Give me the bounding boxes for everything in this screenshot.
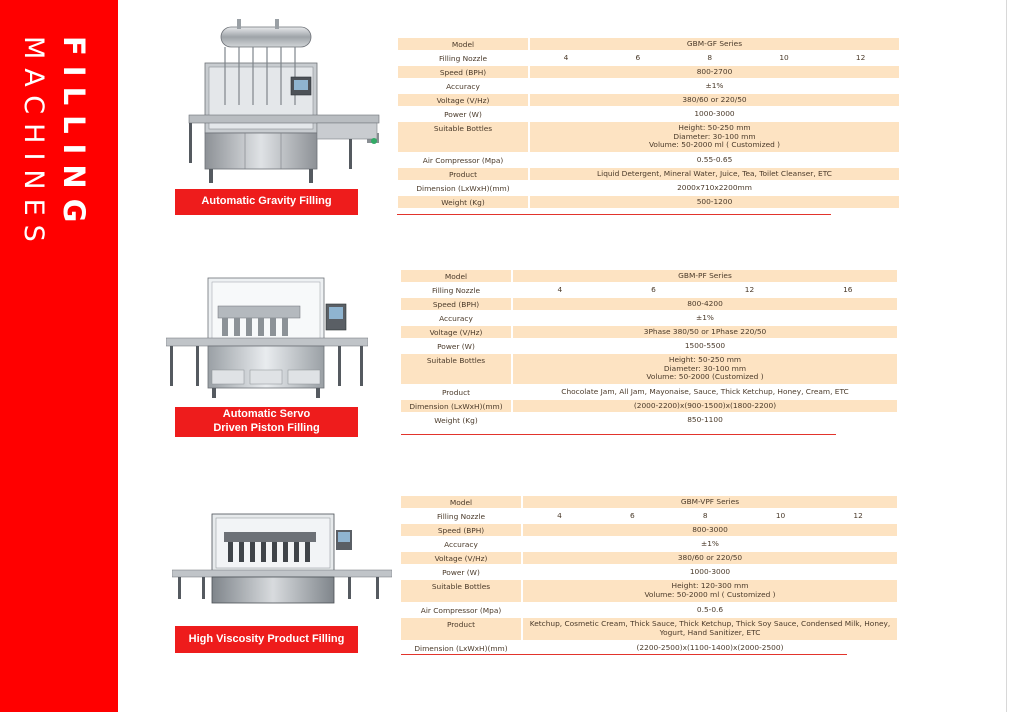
spec-label: Speed (BPH) [398, 66, 528, 78]
spec-value: 800-2700 [530, 66, 899, 78]
nozzle-value: 16 [843, 284, 853, 294]
nozzle-value: 12 [855, 52, 866, 62]
nozzle-value: 4 [557, 510, 562, 520]
nozzle-value: 8 [707, 52, 713, 62]
spec-label: Suitable Bottles [401, 580, 521, 602]
nozzle-value: 8 [702, 510, 708, 520]
sidebar-title-bold: FILLING [57, 36, 91, 233]
spec-label: Power (W) [444, 109, 482, 119]
spec-row [401, 524, 897, 536]
spec-table-servo-piston [401, 270, 897, 428]
spec-value: ±1% [696, 312, 714, 322]
table-underline [401, 654, 847, 655]
sidebar-title-light: MACHINES [18, 36, 49, 251]
spec-row [401, 270, 897, 282]
spec-value: 850-1100 [687, 414, 723, 424]
spec-row [401, 496, 897, 508]
nozzle-value: 6 [651, 284, 656, 294]
spec-row [401, 326, 897, 338]
spec-nozzle-values [523, 510, 897, 522]
spec-label: Filling Nozzle [431, 285, 481, 295]
spec-line: Height: 120-300 mm [671, 581, 749, 591]
spec-label: Filling Nozzle [438, 53, 488, 63]
spec-label: Suitable Bottles [401, 354, 511, 384]
spec-row [401, 414, 897, 426]
spec-row [398, 168, 899, 180]
spec-label: Accuracy [446, 81, 480, 91]
spec-value: GBM-GF Series [530, 38, 899, 50]
spec-value: 0.5-0.6 [696, 604, 724, 614]
spec-line: Diameter: 30-100 mm [673, 131, 756, 141]
spec-row [401, 580, 897, 602]
spec-label: Power (W) [442, 567, 480, 577]
spec-row [398, 52, 899, 64]
spec-row [398, 182, 899, 194]
sidebar [0, 0, 118, 712]
spec-row [401, 354, 897, 384]
spec-row [401, 642, 897, 654]
spec-row [401, 566, 897, 578]
spec-table-high-viscosity [401, 496, 897, 656]
nozzle-value: 10 [775, 510, 786, 520]
spec-row [401, 510, 897, 522]
spec-value-multiline [523, 580, 897, 602]
spec-value: 0.55-0.65 [696, 154, 733, 164]
spec-label: Air Compressor (Mpa) [422, 155, 504, 165]
spec-value: GBM-VPF Series [523, 496, 897, 508]
spec-line: Height: 50-250 mm [678, 122, 751, 132]
nozzle-value: 10 [779, 52, 789, 62]
spec-label: Filling Nozzle [436, 511, 486, 521]
spec-label: Product [441, 387, 471, 397]
spec-row [401, 538, 897, 550]
spec-row [401, 312, 897, 324]
spec-line: Ketchup, Cosmetic Cream, Thick Sauce, Thick Ketchup, Thick Soy Sauce, Condensed Milk, Honey, [529, 619, 891, 629]
spec-value: 500-1200 [530, 196, 899, 208]
spec-value: (2000-2200)x(900-1500)x(1800-2200) [513, 400, 897, 412]
spec-row [401, 552, 897, 564]
spec-row [398, 38, 899, 50]
spec-value: ±1% [705, 80, 724, 90]
spec-value: 3Phase 380/50 or 1Phase 220/50 [513, 326, 897, 338]
spec-row [401, 386, 897, 398]
spec-row [401, 400, 897, 412]
spec-label: Model [401, 270, 511, 282]
spec-value: 1500-5500 [684, 340, 726, 350]
spec-label: Air Compressor (Mpa) [420, 605, 502, 615]
servo-piston-filling-machine-image [166, 276, 368, 400]
spec-label: Product [401, 618, 521, 640]
spec-row [398, 94, 899, 106]
spec-nozzle-values [513, 284, 897, 296]
spec-row [398, 196, 899, 208]
spec-nozzle-values [530, 52, 899, 64]
spec-label: Voltage (V/Hz) [401, 326, 511, 338]
spec-value: 1000-3000 [694, 108, 735, 118]
spec-row [401, 604, 897, 616]
spec-row [401, 340, 897, 352]
nozzle-value: 12 [744, 284, 755, 294]
nozzle-value: 6 [630, 510, 635, 520]
spec-value: 380/60 or 220/50 [523, 552, 897, 564]
gravity-filling-machine-image [185, 15, 383, 187]
nozzle-value: 12 [853, 510, 863, 520]
spec-line: Height: 50-250 mm [668, 354, 742, 364]
product-label-gravity: Automatic Gravity Filling [175, 189, 358, 215]
spec-row [401, 284, 897, 296]
nozzle-value: 4 [557, 284, 563, 294]
spec-label: Dimension (LxWxH)(mm) [416, 183, 510, 193]
spec-line: Volume: 50-2000 ml ( Customized ) [648, 140, 781, 150]
page-border [1006, 0, 1007, 712]
spec-value: 800-4200 [513, 298, 897, 310]
spec-value: 2000x710x2200mm [677, 182, 752, 192]
high-viscosity-filling-machine-image [172, 510, 392, 608]
spec-row [398, 108, 899, 120]
spec-line: Diameter: 30-100 mm [663, 363, 747, 373]
spec-line: Yogurt, Hand Sanitizer, ETC [659, 628, 761, 637]
spec-label: Speed (BPH) [401, 298, 511, 310]
spec-label: Model [398, 38, 528, 50]
spec-line: Volume: 50-2000 ml ( Customized ) [644, 590, 776, 599]
spec-label: Model [401, 496, 521, 508]
spec-label: Weight (Kg) [434, 415, 478, 425]
spec-value: ±1% [701, 538, 719, 548]
nozzle-value: 6 [635, 52, 641, 62]
product-label-servo-piston: Automatic Servo Driven Piston Filling [175, 407, 358, 437]
table-underline [397, 214, 831, 215]
spec-label: Product [398, 168, 528, 180]
spec-row [401, 618, 897, 640]
spec-value: 1000-3000 [689, 566, 731, 576]
product-label-high-viscosity: High Viscosity Product Filling [175, 626, 358, 653]
spec-table-gravity [398, 38, 899, 210]
nozzle-value: 4 [563, 52, 569, 62]
spec-label: Voltage (V/Hz) [401, 552, 521, 564]
spec-value-multiline [513, 354, 897, 384]
spec-label: Power (W) [437, 341, 475, 351]
spec-value: (2200-2500)x(1100-1400)x(2000-2500) [636, 642, 784, 652]
spec-label: Voltage (V/Hz) [398, 94, 528, 106]
spec-value: Liquid Detergent, Mineral Water, Juice, Tea, Toilet Cleanser, ETC [530, 168, 899, 180]
spec-label: Dimension (LxWxH)(mm) [401, 400, 511, 412]
spec-label: Accuracy [444, 539, 478, 549]
spec-value-multiline [530, 122, 899, 152]
spec-value: 380/60 or 220/50 [530, 94, 899, 106]
spec-value: GBM-PF Series [513, 270, 897, 282]
spec-line: Volume: 50-2000 (Customized ) [646, 372, 764, 382]
spec-value: Chocolate Jam, All Jam, Mayonaise, Sauce, Thick Ketchup, Honey, Cream, ETC [561, 386, 849, 396]
spec-row [398, 66, 899, 78]
spec-value-multiline [523, 618, 897, 640]
spec-label: Speed (BPH) [401, 524, 521, 536]
spec-label: Accuracy [439, 313, 473, 323]
spec-row [401, 298, 897, 310]
spec-row [398, 154, 899, 166]
spec-row [398, 80, 899, 92]
spec-label: Suitable Bottles [398, 122, 528, 152]
table-underline [401, 434, 836, 435]
spec-row [398, 122, 899, 152]
spec-label: Dimension (LxWxH)(mm) [414, 643, 508, 653]
spec-label: Weight (Kg) [398, 196, 528, 208]
spec-value: 800-3000 [523, 524, 897, 536]
